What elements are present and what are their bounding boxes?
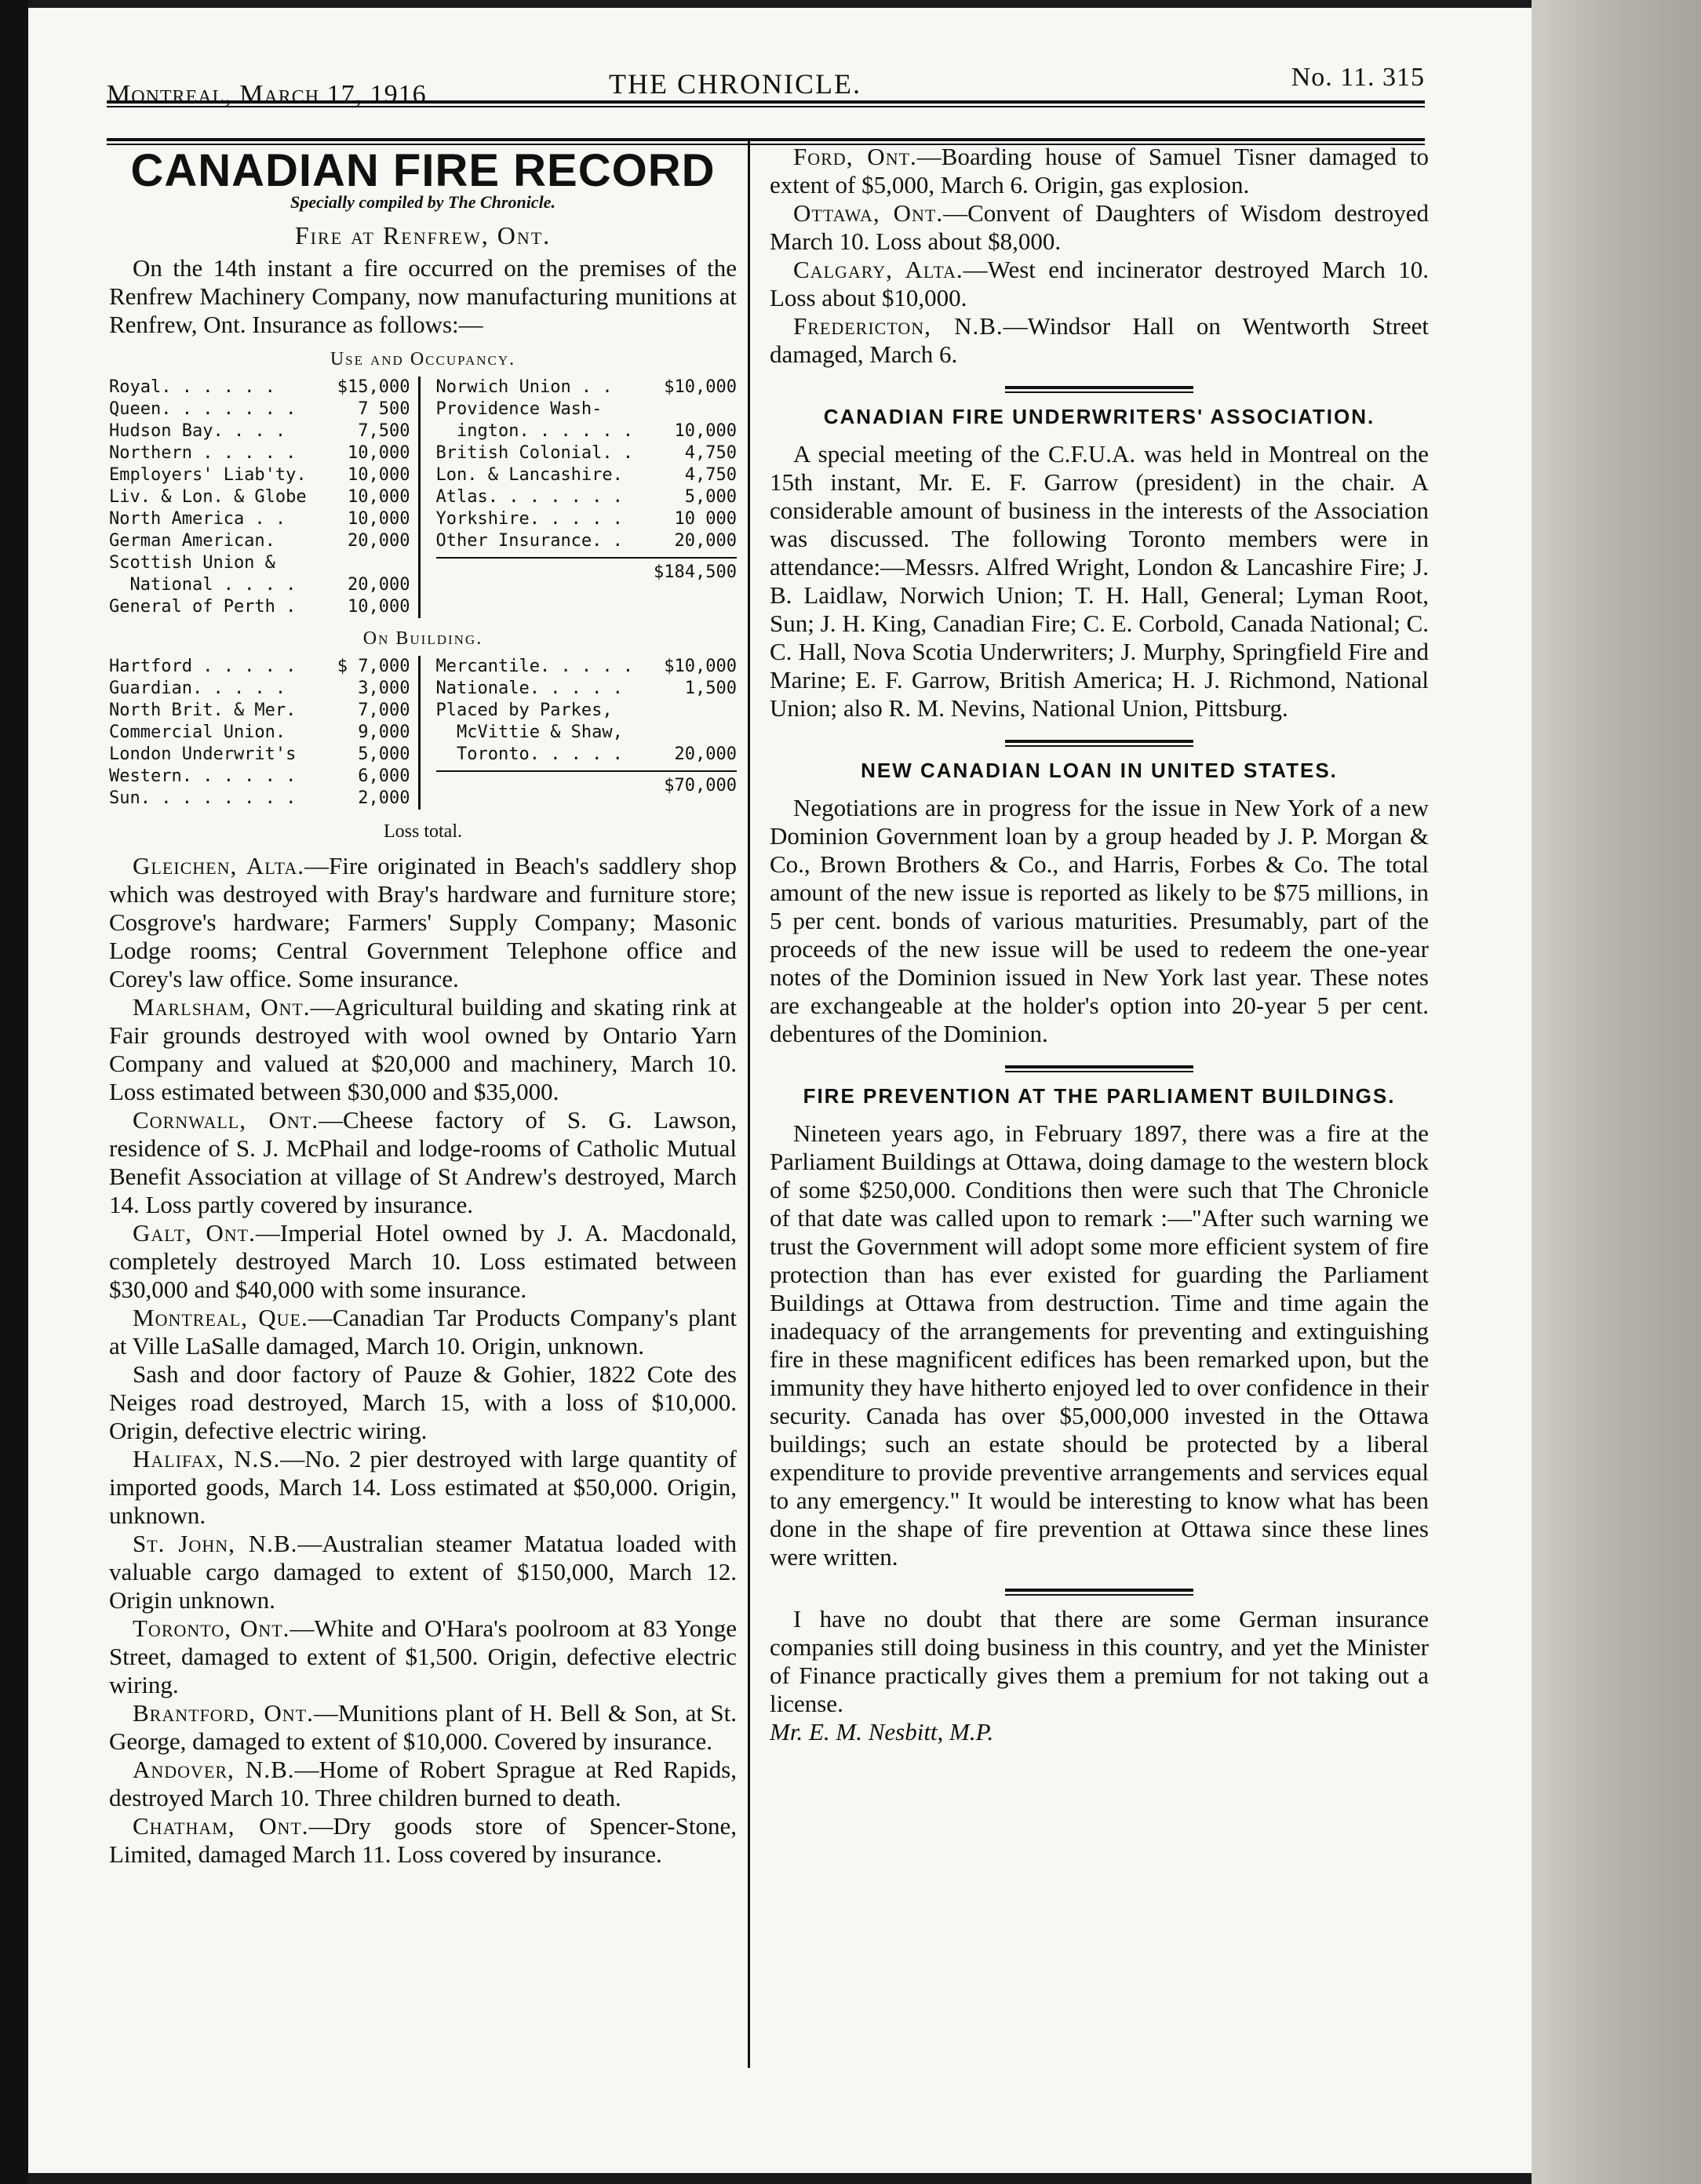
place-name: Toronto, Ont.: [133, 1614, 290, 1642]
binding-edge: [0, 0, 28, 2184]
report-text: Sash and door factory of Pauze & Gohier, 1822 Cote des Neiges road destroyed, March 15, with a loss of $10,000. Origin, defective electric wiring.: [109, 1360, 737, 1444]
table-row: [436, 678, 738, 700]
insurer-name: National . . . .: [109, 575, 297, 595]
table1-heading: Use and Occupancy.: [330, 349, 516, 369]
fire-report-item: [770, 143, 1429, 199]
insurer-name: Hartford . . . . .: [109, 657, 297, 676]
insured-amount: [650, 399, 737, 420]
insurer-name: Liv. & Lon. & Globe: [109, 487, 307, 507]
insured-amount: 5,000: [358, 744, 410, 764]
insurer-name: Placed by Parkes,: [435, 701, 613, 720]
table-row: [436, 722, 738, 744]
section-rule: [1005, 386, 1193, 393]
insured-amount: 7 500: [358, 399, 410, 419]
report-text: —No. 2 pier destroyed with large quantity of imported goods, March 14. Loss estimated at $50,000. Origin, unknown.: [109, 1445, 738, 1529]
table-row: [109, 399, 410, 420]
quote-text: I have no doubt that there are some German insurance companies still doing business in this country, and yet the Minister of Finance practically gives them a premium for not taking out a license.: [770, 1605, 1429, 1717]
insured-amount: 1,500: [684, 679, 737, 698]
table-row: [109, 678, 410, 700]
insurer-name: North Brit. & Mer.: [109, 701, 297, 720]
fire-report-item: [109, 993, 737, 1106]
table-row: [436, 486, 738, 508]
fire-report-item: [770, 256, 1429, 312]
parliament-text: Nineteen years ago, in February 1897, there was a fire at the Parliament Buildings at Ottawa, doing damage to the western block of some $250,000. Conditions then were such that The Chronicle of that date was called upon to remark :—"After such warning we trust the Government will adopt some more efficient system of fire protection than has ever existed for guarding the Parliament Buildings at Ottawa from destruction. Time and time again the inadequacy of the arrangements for preventing and extinguishing fire in these magnificent edifices has been remarked upon, but the immunity they have hitherto enjoyed led to over confidence in their security. Canada has over $5,000,000 invested in the Ottawa buildings; such an estate should be protected by a liberal expenditure to provide preventive arrangements and services equal to any emergency." It would be interesting to know what has been done in the shape of fire prevention at Ottawa since these lines were written.: [770, 1119, 1429, 1571]
table-row: [109, 656, 410, 678]
table2-total: $70,000: [436, 770, 738, 797]
place-name: St. John, N.B.: [133, 1530, 298, 1557]
insurer-name: Employers' Liab'ty.: [109, 465, 307, 485]
place-name: Montreal, Que.: [133, 1304, 308, 1331]
insured-amount: 7,000: [358, 701, 410, 720]
table1-right-col: [421, 377, 738, 618]
report-text: —Agricultural building and skating rink at Fair grounds destroyed with wool owned by Ontario Yarn Company and valued at $20,000 and machinery, March 10. Loss estimated between $30,000 and $35,000.: [109, 993, 737, 1105]
insurer-name: Scottish Union &: [109, 553, 275, 573]
insurer-name: McVittie & Shaw,: [435, 723, 623, 742]
newspaper-page: [28, 8, 1532, 2173]
insurer-name: Royal. . . . . .: [109, 377, 275, 397]
fire-report-item: [109, 1756, 737, 1812]
insurer-name: British Colonial. .: [435, 443, 634, 463]
insurer-name: Western. . . . . .: [109, 766, 297, 786]
report-text: —Australian steamer Matatua loaded with valuable cargo damaged to extent of $150,000, March 12. Origin unknown.: [109, 1530, 737, 1614]
insurer-name: Sun. . . . . . . .: [109, 788, 297, 808]
insurer-name: Commercial Union.: [109, 723, 286, 742]
table1-left-col: [109, 377, 421, 618]
insurer-name: North America . .: [109, 509, 286, 529]
fire-report-item: [109, 1614, 737, 1699]
section-rule: [1005, 740, 1193, 747]
header-page-number: No. 11. 315: [1291, 63, 1425, 92]
insured-amount: 4,750: [684, 465, 737, 485]
fire-items-left: [109, 852, 737, 1869]
insurer-name: Lon. & Lancashire.: [435, 465, 623, 485]
table-row: [436, 656, 738, 678]
header-title: THE CHRONICLE.: [609, 68, 861, 100]
insured-amount: 10 000: [674, 509, 737, 529]
parliament-title: FIRE PREVENTION AT THE PARLIAMENT BUILDINGS.: [803, 1084, 1396, 1108]
table-row: [109, 442, 410, 464]
insurer-name: Nationale. . . . .: [435, 679, 623, 698]
renfrew-intro: On the 14th instant a fire occurred on the premises of the Renfrew Machinery Company, now manufacturing munitions at Renfrew, Ont. Insurance as follows:—: [109, 254, 737, 338]
table-row: [109, 700, 410, 722]
report-text: —White and O'Hara's poolroom at 83 Yonge Street, damaged to extent of $1,500. Origin, defective electric wiring.: [109, 1614, 737, 1698]
table-row: [436, 464, 738, 486]
cfua-text: A special meeting of the C.F.U.A. was held in Montreal on the 15th instant, Mr. E. F. Garrow (president) in the chair. A considerable amount of business in the interests of the Association was discussed. The following Toronto members were in attendance:—Messrs. Alfred Wright, London & Lancashire Fire; J. B. Laidlaw, Norwich Union; T. H. Hall, General; Lyman Root, Sun; J. H. King, Canadian Fire; C. E. Corbold, Canada National; C. C. Hall, Nova Scotia Underwriters; J. Murphy, Springfield Fire and Marine; E. F. Garrow, British America; H. J. Richmond, National Union; also R. M. Nevins, National Union, Pittsburg.: [770, 440, 1429, 722]
report-text: —Cheese factory of S. G. Lawson, residence of S. J. McPhail and lodge-rooms of Catholic Mutual Benefit Association at village of St Andrew's destroyed, March 14. Loss partly covered by insurance.: [109, 1106, 737, 1218]
insured-amount: 20,000: [674, 531, 737, 551]
insured-amount: $10,000: [664, 377, 737, 397]
compiled-credit: Specially compiled by The Chronicle.: [290, 192, 555, 212]
fire-report-item: [770, 312, 1429, 369]
loan-text: Negotiations are in progress for the issue in New York of a new Dominion Government loan by a group headed by J. P. Morgan & Co., Brown Brothers & Co., and Harris, Forbes & Co. The total amount of the new issue is reported as likely to be $75 millions, in 5 per cent. bonds of various maturities. Presumably, part of the proceeds of the new issue will be used to redeem the one-year notes of the Dominion issued in New York last year. These notes are exchangeable at the holder's option into 20-year 5 per cent. debentures of the Dominion.: [770, 794, 1429, 1047]
report-text: —Fire originated in Beach's saddlery shop which was destroyed with Bray's hardware and furniture store; Cosgrove's hardware; Farmers' Supply Company; Masonic Lodge rooms; Central Government Telephone office and Corey's law office. Some insurance.: [109, 852, 737, 992]
insured-amount: 20,000: [348, 531, 410, 551]
fire-report-item: [109, 1304, 737, 1360]
table-row: [109, 766, 410, 788]
fire-report-item: [109, 1445, 737, 1530]
fire-report-item: [109, 1530, 737, 1614]
insured-amount: $ 7,000: [337, 657, 410, 676]
table-row: [109, 377, 410, 399]
insured-amount: 5,000: [684, 487, 737, 507]
header-dateline: Montreal, March 17, 1916: [107, 80, 427, 109]
subhead-renfrew: Fire at Renfrew, Ont.: [294, 221, 552, 249]
table-row: [436, 399, 738, 420]
header-rule: [107, 100, 1425, 107]
place-name: Marlsham, Ont.: [133, 993, 311, 1021]
insured-amount: 10,000: [348, 509, 410, 529]
insured-amount: 6,000: [358, 766, 410, 786]
insurer-name: Mercantile. . . . .: [435, 657, 634, 676]
loan-title: NEW CANADIAN LOAN IN UNITED STATES.: [861, 759, 1338, 782]
quote-author: Mr. E. M. Nesbitt, M.P.: [770, 1718, 994, 1745]
insurer-name: Hudson Bay. . . .: [109, 421, 286, 441]
page-edge-shadow: [1532, 0, 1701, 2184]
insurer-name: Other Insurance. .: [435, 531, 623, 551]
table-row: [109, 530, 410, 552]
column-divider: [748, 138, 750, 2068]
insured-amount: $10,000: [664, 657, 737, 676]
place-name: Cornwall, Ont.: [133, 1106, 319, 1134]
insured-amount: [650, 700, 737, 722]
table1-total: $184,500: [436, 557, 738, 584]
insured-amount: 10,000: [348, 597, 410, 617]
fire-report-item: [109, 1106, 737, 1219]
insurer-name: German American.: [109, 531, 275, 551]
table2-left-col: [109, 656, 421, 810]
insured-amount: [650, 722, 737, 744]
place-name: Chatham, Ont.: [133, 1812, 309, 1840]
fire-items-right: [770, 143, 1429, 369]
section-rule: [1005, 1065, 1193, 1072]
insurer-name: Atlas. . . . . . .: [435, 487, 623, 507]
insurer-name: Queen. . . . . . .: [109, 399, 297, 419]
report-text: —Windsor Hall on Wentworth Street damaged, March 6.: [770, 312, 1429, 368]
place-name: Andover, N.B.: [133, 1756, 295, 1783]
insurer-name: Toronto. . . . .: [435, 744, 623, 764]
insured-amount: 10,000: [348, 487, 410, 507]
section-rule: [1005, 1589, 1193, 1596]
insured-amount: 7,500: [358, 421, 410, 441]
table-row: [436, 442, 738, 464]
table-row: [109, 722, 410, 744]
insured-amount: 20,000: [348, 575, 410, 595]
fire-report-item: [109, 852, 737, 993]
table2-right-col: [421, 656, 738, 810]
place-name: Fredericton, N.B.: [793, 312, 1003, 340]
report-text: —Home of Robert Sprague at Red Rapids, destroyed March 10. Three children burned to death.: [109, 1756, 737, 1811]
table-row: [436, 700, 738, 722]
report-text: —Imperial Hotel owned by J. A. Macdonald, completely destroyed March 10. Loss estimated between $30,000 and $40,000 with some insurance.: [109, 1219, 737, 1303]
place-name: Calgary, Alta.: [793, 256, 963, 283]
insured-amount: 10,000: [348, 443, 410, 463]
insured-amount: 3,000: [358, 679, 410, 698]
place-name: Gleichen, Alta.: [133, 852, 304, 879]
table-row: [109, 574, 410, 596]
right-column: [770, 143, 1429, 1746]
left-column: [109, 145, 738, 1869]
place-name: Ottawa, Ont.: [793, 199, 944, 227]
cfua-title: CANADIAN FIRE UNDERWRITERS' ASSOCIATION.: [823, 405, 1375, 428]
report-text: —West end incinerator destroyed March 10. Loss about $10,000.: [770, 256, 1429, 311]
insurer-name: Providence Wash-: [435, 399, 603, 419]
table-row: [436, 377, 738, 399]
loss-total: Loss total.: [384, 821, 462, 842]
report-text: —Canadian Tar Products Company's plant at Ville LaSalle damaged, March 10. Origin, unknown.: [109, 1304, 737, 1360]
insurer-name: Northern . . . . .: [109, 443, 297, 463]
insurer-name: ington. . . . . .: [435, 421, 634, 441]
place-name: Brantford, Ont.: [133, 1699, 314, 1727]
insured-amount: $15,000: [337, 377, 410, 397]
table2-heading: On Building.: [362, 628, 483, 649]
insurer-name: London Underwrit's: [109, 744, 297, 764]
report-text: —Convent of Daughters of Wisdom destroyed March 10. Loss about $8,000.: [770, 199, 1429, 255]
insurance-table-building: [109, 656, 737, 810]
insured-amount: 10,000: [348, 465, 410, 485]
fire-report-item: [770, 199, 1429, 256]
fire-report-item: [109, 1219, 737, 1304]
insured-amount: 20,000: [674, 744, 737, 764]
insured-amount: 9,000: [358, 723, 410, 742]
article-title: CANADIAN FIRE RECORD: [130, 145, 716, 196]
place-name: Halifax, N.S.: [133, 1445, 281, 1472]
insured-amount: 4,750: [684, 443, 737, 463]
table-row: [436, 420, 738, 442]
insurer-name: Guardian. . . . .: [109, 679, 286, 698]
insured-amount: [324, 552, 410, 574]
insured-amount: 10,000: [674, 421, 737, 441]
table-row: [436, 744, 738, 766]
place-name: Ford, Ont.: [793, 143, 917, 170]
report-text: —Munitions plant of H. Bell & Son, at St. George, damaged to extent of $10,000. Covered by insurance.: [109, 1699, 737, 1755]
fire-report-item: [109, 1812, 737, 1869]
report-text: —Dry goods store of Spencer-Stone, Limited, damaged March 11. Loss covered by insurance.: [109, 1812, 737, 1868]
table-row: [109, 596, 410, 618]
table-row: [109, 744, 410, 766]
table-row: [109, 464, 410, 486]
insurer-name: Yorkshire. . . . .: [435, 509, 623, 529]
report-text: —Boarding house of Samuel Tisner damaged to extent of $5,000, March 6. Origin, gas explosion.: [770, 143, 1429, 198]
insurer-name: General of Perth .: [109, 597, 297, 617]
fire-report-item: [109, 1699, 737, 1756]
table-row: [109, 788, 410, 810]
table-row: [436, 530, 738, 552]
insurance-table-occupancy: [109, 377, 737, 618]
place-name: Galt, Ont.: [133, 1219, 256, 1247]
table-row: [436, 508, 738, 530]
table-row: [109, 420, 410, 442]
insured-amount: 2,000: [358, 788, 410, 808]
insurer-name: Norwich Union . .: [435, 377, 613, 397]
table-row: [109, 486, 410, 508]
table-row: [109, 552, 410, 574]
table-row: [109, 508, 410, 530]
fire-report-item: [109, 1360, 737, 1445]
